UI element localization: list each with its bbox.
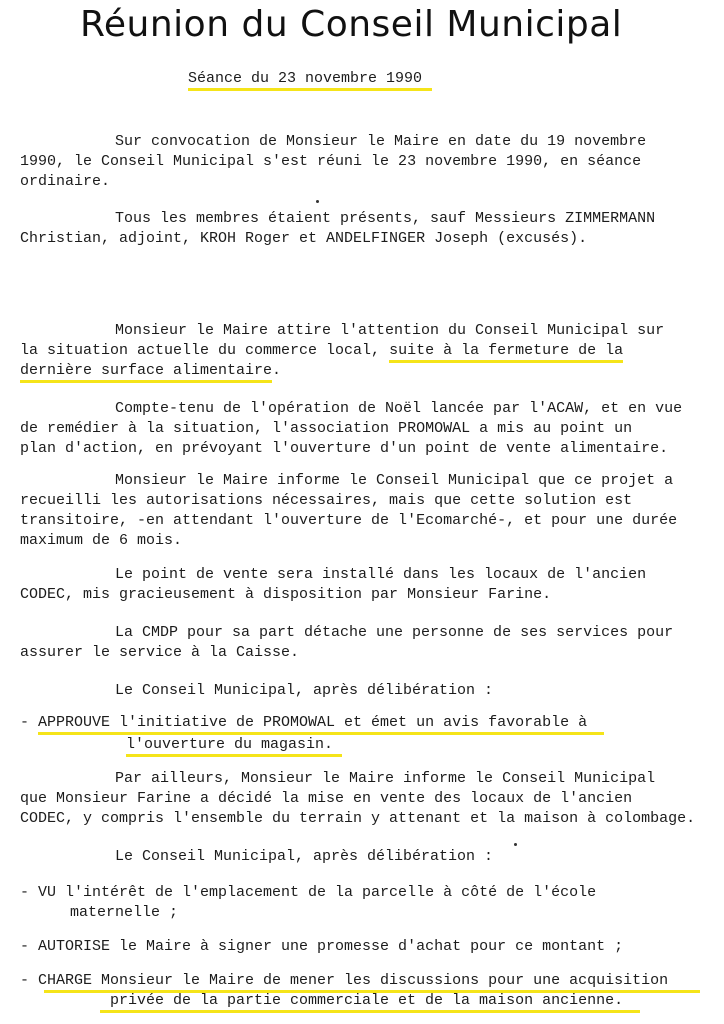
highlight-mark	[126, 754, 342, 757]
highlighted-text: suite à la fermeture de la	[389, 342, 623, 363]
text-line	[20, 342, 623, 360]
text-line: 1990, le Conseil Municipal s'est réuni le 23 novembre 1990, en séance	[20, 153, 642, 170]
decision-line: maternelle ;	[70, 904, 179, 921]
text-line: plan d'action, en prévoyant l'ouverture d'un point de vente alimentaire.	[20, 440, 669, 457]
decision-line: l'ouverture du magasin.	[126, 736, 334, 753]
page-title: Réunion du Conseil Municipal	[80, 4, 623, 45]
decision-line: - CHARGE Monsieur le Maire de mener les discussions pour une acquisition	[20, 972, 669, 989]
text-line: CODEC, mis gracieusement à disposition par Monsieur Farine.	[20, 586, 552, 603]
text-line: que Monsieur Farine a décidé la mise en vente des locaux de l'ancien	[20, 790, 633, 807]
text-line: CODEC, y compris l'ensemble du terrain y attenant et la maison à colombage.	[20, 810, 696, 827]
decision-line: - APPROUVE l'initiative de PROMOWAL et émet un avis favorable à	[20, 714, 588, 731]
speck	[316, 200, 319, 203]
highlight-mark	[38, 732, 604, 735]
text-line: Monsieur le Maire informe le Conseil Municipal que ce projet a	[115, 472, 674, 489]
text-line: Par ailleurs, Monsieur le Maire informe le Conseil Municipal	[115, 770, 656, 787]
highlighted-text: dernière surface alimentaire	[20, 362, 272, 383]
text-line: Compte-tenu de l'opération de Noël lancée par l'ACAW, et en vue	[115, 400, 683, 417]
text-line: maximum de 6 mois.	[20, 532, 183, 549]
text-line: Tous les membres étaient présents, sauf Messieurs ZIMMERMANN	[115, 210, 656, 227]
decision-line: - AUTORISE le Maire à signer une promesse d'achat pour ce montant ;	[20, 938, 624, 955]
text-line: ordinaire.	[20, 173, 111, 190]
decision-line: - VU l'intérêt de l'emplacement de la parcelle à côté de l'école	[20, 884, 597, 901]
text-line: transitoire, -en attendant l'ouverture de l'Ecomarché-, et pour une durée	[20, 512, 678, 529]
text-line: Le point de vente sera installé dans les locaux de l'ancien	[115, 566, 647, 583]
text-line: Le Conseil Municipal, après délibération :	[115, 682, 494, 699]
text-line: recueilli les autorisations nécessaires, mais que cette solution est	[20, 492, 633, 509]
session-date	[188, 70, 422, 88]
session-date-text: Séance du 23 novembre 1990	[188, 70, 423, 87]
text-segment: la situation actuelle du commerce local,	[20, 342, 390, 359]
text-line: assurer le service à la Caisse.	[20, 644, 300, 661]
speck	[514, 843, 517, 846]
text-segment: .	[272, 362, 282, 379]
text-line: Monsieur le Maire attire l'attention du Conseil Municipal sur	[115, 322, 665, 339]
text-line	[20, 362, 281, 380]
highlight-mark	[188, 88, 432, 91]
text-line: Christian, adjoint, KROH Roger et ANDELFINGER Joseph (excusés).	[20, 230, 588, 247]
highlight-mark	[100, 1010, 640, 1013]
text-line: Sur convocation de Monsieur le Maire en date du 19 novembre	[115, 133, 647, 150]
text-line: La CMDP pour sa part détache une personne de ses services pour	[115, 624, 674, 641]
decision-line: privée de la partie commerciale et de la maison ancienne.	[110, 992, 624, 1009]
text-line: Le Conseil Municipal, après délibération :	[115, 848, 494, 865]
text-line: de remédier à la situation, l'association PROMOWAL a mis au point un	[20, 420, 633, 437]
